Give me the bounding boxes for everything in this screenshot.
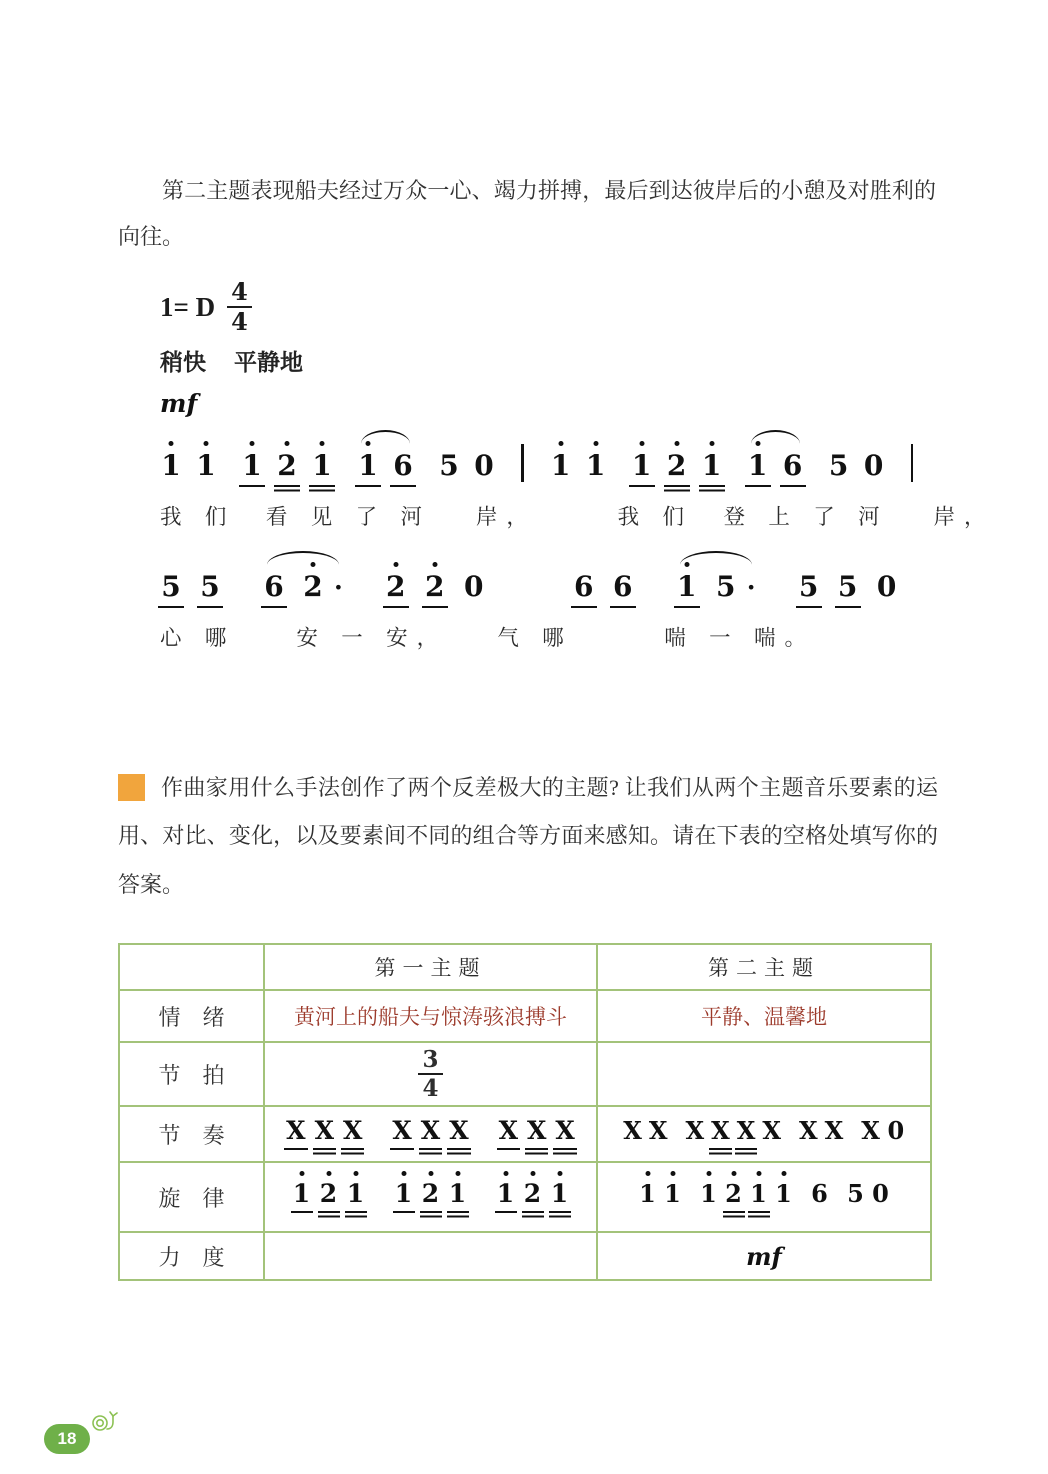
meter-fraction bbox=[418, 1048, 442, 1100]
note-group bbox=[639, 1180, 682, 1208]
question-text: 作曲家用什么手法创作了两个反差极大的主题? 让我们从两个主题音乐要素的运用、对比、变化，以及要素间不同的组合等方面来感知。请在下表的空格处填写你的答案。 bbox=[118, 775, 938, 897]
rhythm-theme2-answer bbox=[597, 1106, 931, 1162]
note: 6 bbox=[574, 569, 594, 603]
note: 1 bbox=[292, 1178, 311, 1208]
note-group bbox=[392, 1117, 468, 1146]
note-group bbox=[385, 571, 485, 603]
note: 0 bbox=[464, 569, 484, 603]
note: 6 bbox=[613, 569, 633, 603]
note: 2 bbox=[386, 569, 406, 603]
melody-theme1-answer bbox=[264, 1162, 597, 1232]
rhythm-theme2-notation bbox=[602, 1117, 926, 1151]
table-row-rhythm bbox=[119, 1106, 931, 1162]
note-group bbox=[623, 1117, 667, 1145]
note: 2 bbox=[725, 1179, 742, 1209]
note: 1 bbox=[550, 1178, 569, 1208]
note: X bbox=[798, 1116, 818, 1146]
note: X bbox=[555, 1115, 575, 1145]
intro-paragraph: 第二主题表现船夫经过万众一心、竭力拼搏，最后到达彼岸后的小憩及对胜利的向往。 bbox=[118, 178, 936, 250]
note: X bbox=[392, 1115, 412, 1145]
melody-theme2-answer bbox=[597, 1162, 931, 1232]
note: 0 bbox=[876, 569, 897, 603]
note-group bbox=[573, 571, 634, 603]
page-number: 18 bbox=[57, 1429, 77, 1448]
note: 1 bbox=[775, 1179, 792, 1209]
note: 5 bbox=[837, 569, 858, 603]
meter-numerator: 3 bbox=[418, 1048, 442, 1075]
melody-line-2 bbox=[160, 565, 920, 603]
tempo-line bbox=[160, 344, 920, 377]
music-score bbox=[160, 277, 995, 652]
note: 1 bbox=[312, 448, 332, 482]
note: 1 bbox=[394, 1178, 413, 1208]
note: X bbox=[623, 1116, 642, 1146]
row-label-emotion: 情 绪 bbox=[119, 990, 264, 1042]
rhythm-theme1-notation bbox=[269, 1117, 592, 1152]
note: X bbox=[711, 1116, 730, 1146]
row-label-meter: 节 拍 bbox=[119, 1042, 264, 1106]
note: X bbox=[420, 1115, 441, 1145]
note-group bbox=[700, 1180, 793, 1208]
row-label-dynamics: 力 度 bbox=[119, 1232, 264, 1280]
slur-note-group bbox=[263, 571, 343, 603]
table-row-meter bbox=[119, 1042, 931, 1106]
row-label-melody: 旋 律 bbox=[119, 1162, 264, 1232]
snail-icon bbox=[88, 1408, 118, 1434]
note-group bbox=[293, 1180, 365, 1209]
note: 1 bbox=[750, 1179, 767, 1209]
note: 6 bbox=[264, 569, 284, 603]
melody-theme1-notation bbox=[269, 1180, 592, 1215]
note: X bbox=[736, 1116, 756, 1146]
augmentation-dot-icon: · bbox=[746, 571, 756, 602]
note: 0 bbox=[872, 1179, 889, 1209]
melody-theme2-notation bbox=[602, 1180, 926, 1214]
note: 2 bbox=[303, 569, 323, 603]
note-group bbox=[241, 450, 333, 482]
note: 2 bbox=[523, 1178, 542, 1208]
note: 5 bbox=[200, 569, 220, 603]
note-group bbox=[550, 450, 607, 482]
note-group bbox=[499, 1117, 575, 1146]
note-group bbox=[828, 450, 885, 482]
note-group bbox=[798, 571, 898, 603]
tempo-marking: 稍快 bbox=[160, 349, 206, 375]
augmentation-dot-icon: · bbox=[334, 571, 343, 602]
note: 1 bbox=[448, 1178, 467, 1208]
table-header-theme1: 第一主题 bbox=[264, 944, 597, 990]
note: 6 bbox=[393, 448, 413, 482]
note-group bbox=[685, 1117, 781, 1145]
table-row-emotion bbox=[119, 990, 931, 1042]
note: 5 bbox=[847, 1179, 864, 1209]
note: X bbox=[527, 1115, 547, 1145]
note: 5 bbox=[716, 569, 736, 603]
note: 2 bbox=[277, 448, 297, 482]
score-header bbox=[160, 277, 920, 336]
note: X bbox=[342, 1115, 363, 1145]
note-group bbox=[438, 450, 495, 482]
bar-line-icon bbox=[911, 444, 914, 482]
note: 1 bbox=[639, 1179, 656, 1209]
note: 0 bbox=[887, 1116, 905, 1146]
emotion-theme1-answer: 黄河上的船夫与惊涛骇浪搏斗 bbox=[264, 990, 597, 1042]
note: X bbox=[648, 1116, 668, 1146]
note: 6 bbox=[782, 448, 803, 482]
note: 1 bbox=[747, 448, 768, 482]
note: 0 bbox=[474, 448, 494, 482]
note: 1 bbox=[242, 448, 262, 482]
slur-note-group bbox=[357, 450, 414, 482]
note-group bbox=[811, 1180, 829, 1208]
note: X bbox=[861, 1116, 880, 1146]
dynamics-theme2-answer: mf bbox=[597, 1232, 931, 1280]
note: X bbox=[286, 1115, 306, 1145]
note-group bbox=[395, 1180, 467, 1209]
note-group bbox=[160, 571, 221, 603]
note-group bbox=[631, 450, 723, 482]
meter-denominator: 4 bbox=[422, 1075, 439, 1102]
answer-table bbox=[118, 943, 932, 1281]
note: 2 bbox=[425, 569, 445, 603]
dynamics-theme1-blank bbox=[264, 1232, 597, 1280]
note: 1 bbox=[346, 1178, 365, 1208]
question-paragraph bbox=[118, 764, 938, 909]
mood-marking: 平静地 bbox=[234, 349, 303, 375]
note: 5 bbox=[798, 569, 819, 603]
note: 1 bbox=[550, 448, 571, 482]
note: 5 bbox=[439, 448, 459, 482]
orange-bullet-icon bbox=[118, 774, 145, 801]
note: 2 bbox=[421, 1178, 440, 1208]
melody-line-1 bbox=[160, 444, 920, 482]
note-group bbox=[160, 450, 217, 482]
note: X bbox=[824, 1116, 844, 1146]
meter-theme2-blank bbox=[597, 1042, 931, 1106]
note: 1 bbox=[161, 448, 181, 482]
lyrics-line-1: 我 们 看 见 了 河 岸， 我 们 登 上 了 河 岸， bbox=[160, 505, 995, 529]
note: 1 bbox=[196, 448, 216, 482]
note: 1 bbox=[700, 1179, 717, 1209]
table-corner-cell bbox=[119, 944, 264, 990]
note-group bbox=[799, 1117, 843, 1145]
note: 0 bbox=[863, 448, 884, 482]
note: 1 bbox=[496, 1178, 515, 1208]
note: 1 bbox=[701, 448, 722, 482]
key-signature: 1= D bbox=[160, 291, 216, 322]
page-number-badge bbox=[44, 1424, 90, 1454]
table-row-dynamics bbox=[119, 1232, 931, 1280]
note: 5 bbox=[828, 448, 849, 482]
note: 2 bbox=[666, 448, 687, 482]
slur-note-group bbox=[676, 571, 756, 603]
meter-theme1-answer bbox=[264, 1042, 597, 1106]
note-group bbox=[861, 1117, 905, 1145]
time-signature-denominator: 4 bbox=[231, 307, 248, 336]
note-group bbox=[286, 1117, 362, 1146]
note: X bbox=[762, 1116, 781, 1146]
time-signature-numerator: 4 bbox=[227, 280, 252, 308]
table-row-melody bbox=[119, 1162, 931, 1232]
note: 1 bbox=[585, 448, 606, 482]
note: X bbox=[685, 1116, 705, 1146]
lyrics-line-2: 心 哪 安 一 安， 气 哪 喘 一 喘。 bbox=[160, 626, 816, 650]
time-signature bbox=[227, 277, 252, 336]
emotion-theme2-answer: 平静、温馨地 bbox=[597, 990, 931, 1042]
note: 1 bbox=[677, 569, 697, 603]
note: X bbox=[314, 1115, 334, 1145]
note-group bbox=[497, 1180, 569, 1209]
note: 1 bbox=[631, 448, 652, 482]
note: X bbox=[449, 1115, 469, 1145]
rhythm-theme1-answer bbox=[264, 1106, 597, 1162]
bar-line-icon bbox=[521, 444, 524, 482]
note: 6 bbox=[811, 1179, 828, 1209]
slur-note-group bbox=[747, 450, 804, 482]
table-header-theme2: 第二主题 bbox=[597, 944, 931, 990]
row-label-rhythm: 节 奏 bbox=[119, 1106, 264, 1162]
note: X bbox=[498, 1115, 519, 1145]
dynamic-marking: mf bbox=[160, 389, 198, 418]
note: 1 bbox=[358, 448, 378, 482]
note: 1 bbox=[664, 1179, 681, 1209]
note-group bbox=[847, 1180, 890, 1208]
note: 2 bbox=[319, 1178, 338, 1208]
note: 5 bbox=[161, 569, 181, 603]
table-header-row bbox=[119, 944, 931, 990]
